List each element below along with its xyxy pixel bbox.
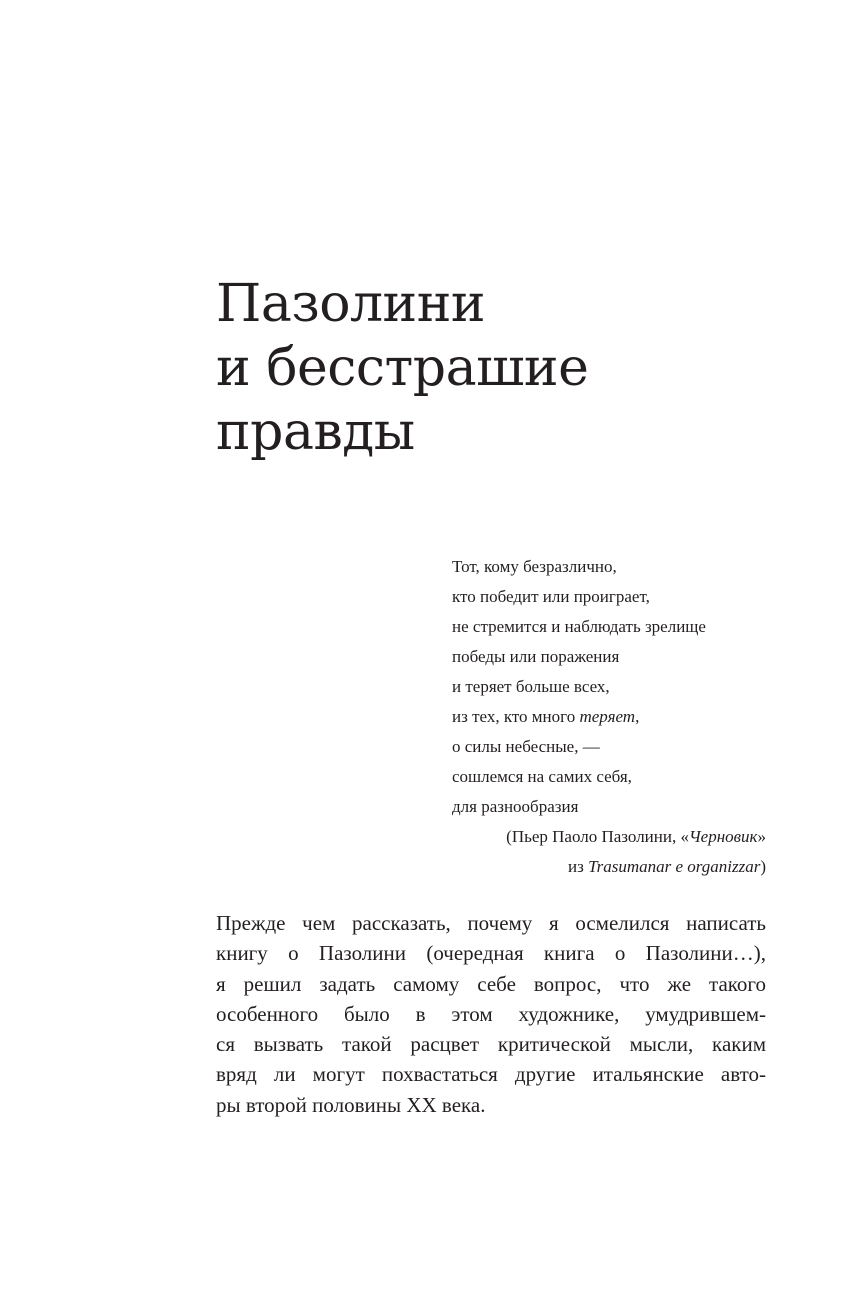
chapter-title-line: Пазолини <box>216 274 486 334</box>
epigraph-attribution <box>452 822 766 852</box>
body-paragraph <box>216 908 766 1120</box>
epigraph-line-with-italic <box>452 702 772 732</box>
epigraph-line: и теряет больше всех, <box>452 677 610 696</box>
body-line: Прежде чем рассказать, почему я осмелился написать <box>216 911 766 935</box>
chapter-title-line: и бесстрашие <box>216 338 589 398</box>
epigraph-line: победы или поражения <box>452 647 620 666</box>
body-line: особенного было в этом художнике, умудрившем- <box>216 1001 766 1026</box>
body-line: ры второй половины XX века. <box>216 1092 486 1117</box>
epigraph-text: из тех, кто много <box>452 707 580 726</box>
epigraph-line: Тот, кому безразлично, <box>452 557 617 576</box>
body-line: книгу о Пазолини (очередная книга о Пазолини…), <box>216 941 766 966</box>
chapter-title-line: правды <box>216 402 415 462</box>
attribution-text: из <box>568 857 589 876</box>
attribution-italic-title: Черновик <box>688 827 758 846</box>
epigraph-line: сошлемся на самих себя, <box>452 767 632 786</box>
attribution-text: (Пьер Паоло Пазолини, « <box>506 827 689 846</box>
attribution-text: » <box>757 827 766 846</box>
body-line: ся вызвать такой расцвет критической мысли, каким <box>216 1032 766 1057</box>
epigraph-line: не стремится и наблюдать зрелище <box>452 617 706 636</box>
epigraph-attribution-source <box>452 852 766 882</box>
epigraph-punctuation: , <box>635 707 640 726</box>
epigraph <box>452 552 772 882</box>
epigraph-line: о силы небесные, — <box>452 737 600 756</box>
epigraph-italic-word: теряет <box>579 707 636 726</box>
epigraph-line: кто победит или проиграет, <box>452 587 650 606</box>
epigraph-line: для разнообразия <box>452 797 579 816</box>
attribution-text: ) <box>760 857 766 876</box>
body-line: вряд ли могут похвастаться другие итальянские авто- <box>216 1062 766 1087</box>
attribution-italic-title: Trasumanar e organizzar <box>588 857 761 876</box>
chapter-title <box>216 272 776 464</box>
body-line: я решил задать самому себе вопрос, что же такого <box>216 971 766 996</box>
